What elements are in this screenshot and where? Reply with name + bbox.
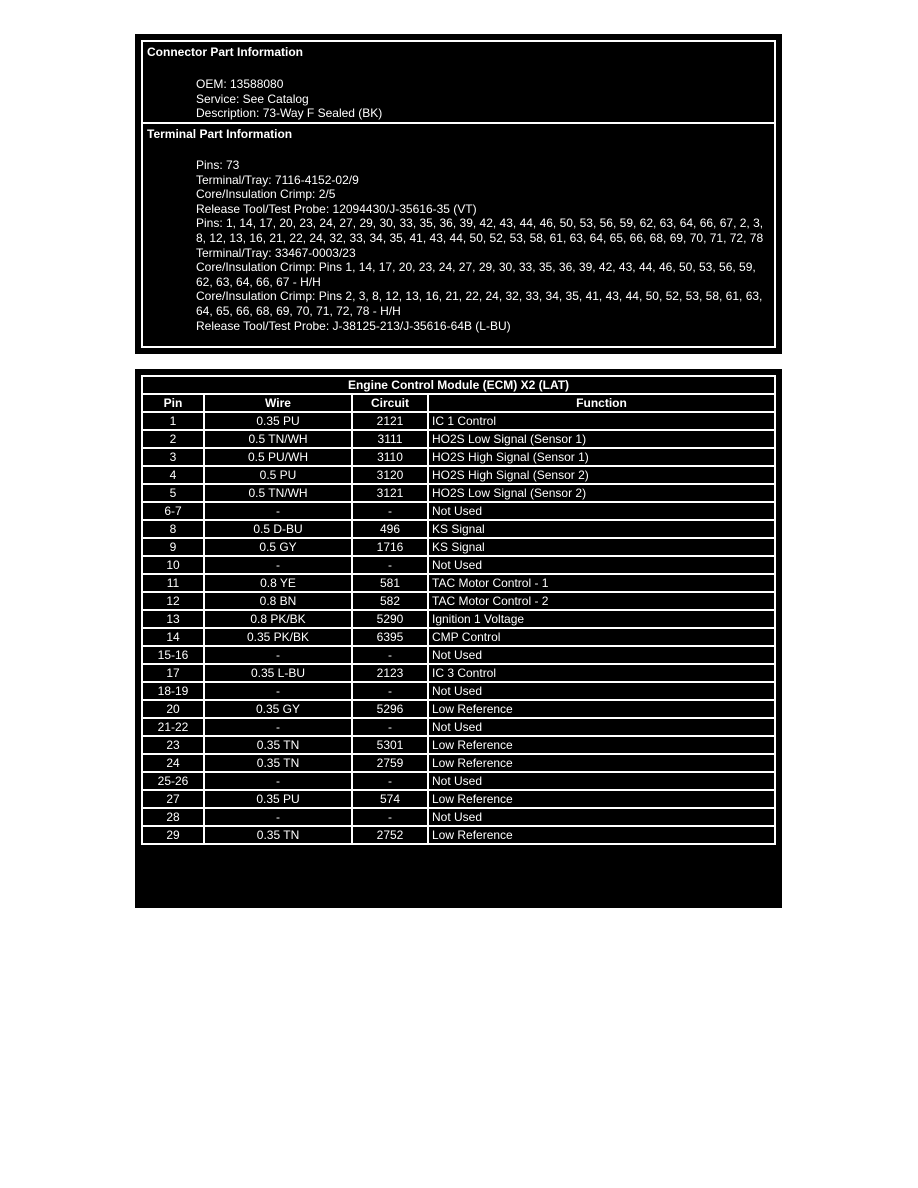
wire-cell: - (204, 502, 352, 520)
function-cell: KS Signal (428, 520, 775, 538)
circuit-cell: 581 (352, 574, 428, 592)
wire-cell: 0.5 PU/WH (204, 448, 352, 466)
table-row (142, 538, 775, 556)
circuit-cell: 5296 (352, 700, 428, 718)
pin-cell: 21-22 (142, 718, 204, 736)
function-cell: Ignition 1 Voltage (428, 610, 775, 628)
pin-cell: 29 (142, 826, 204, 844)
circuit-cell: 496 (352, 520, 428, 538)
circuit-cell: 5301 (352, 736, 428, 754)
connector-part-information (141, 40, 776, 124)
terminal-info-lines (143, 158, 774, 333)
function-cell: Not Used (428, 502, 775, 520)
function-cell: IC 1 Control (428, 412, 775, 430)
table-row (142, 556, 775, 574)
pin-cell: 9 (142, 538, 204, 556)
function-cell: KS Signal (428, 538, 775, 556)
pin-table (141, 375, 776, 845)
circuit-cell: - (352, 718, 428, 736)
pin-cell: 20 (142, 700, 204, 718)
wire-cell: - (204, 682, 352, 700)
pin-cell: 14 (142, 628, 204, 646)
wire-cell: 0.5 PU (204, 466, 352, 484)
table-body (142, 412, 775, 844)
function-cell: Not Used (428, 772, 775, 790)
circuit-cell: - (352, 556, 428, 574)
pin-table-panel (135, 369, 782, 908)
function-cell: CMP Control (428, 628, 775, 646)
circuit-cell: 2759 (352, 754, 428, 772)
wire-cell: 0.5 TN/WH (204, 484, 352, 502)
wire-cell: 0.8 PK/BK (204, 610, 352, 628)
terminal-info-line: Pins: 73 (196, 158, 240, 172)
circuit-cell: 3110 (352, 448, 428, 466)
column-header-wire: Wire (204, 394, 352, 412)
table-row (142, 484, 775, 502)
wire-cell: 0.35 TN (204, 736, 352, 754)
table-row (142, 682, 775, 700)
circuit-cell: 2121 (352, 412, 428, 430)
terminal-info-line: Release Tool/Test Probe: 12094430/J-35616-35 (VT) (196, 201, 477, 216)
wire-cell: 0.5 TN/WH (204, 430, 352, 448)
table-row (142, 754, 775, 772)
table-row (142, 826, 775, 844)
pin-cell: 4 (142, 466, 204, 484)
terminal-info-line: Terminal/Tray: 33467-0003/23 (196, 245, 356, 260)
wire-cell: 0.35 PK/BK (204, 628, 352, 646)
function-cell: TAC Motor Control - 1 (428, 574, 775, 592)
circuit-cell: 3120 (352, 466, 428, 484)
wire-cell: - (204, 808, 352, 826)
table-row (142, 520, 775, 538)
function-cell: Low Reference (428, 700, 775, 718)
pin-cell: 10 (142, 556, 204, 574)
terminal-info-line: Core/Insulation Crimp: Pins 1, 14, 17, 20, 23, 24, 27, 29, 30, 33, 35, 36, 39, 42, 43, 44, 46, 50, 53, 56, 59, 62, 63, 64, 66, 67 - H/H (196, 260, 756, 289)
table-row (142, 574, 775, 592)
terminal-info-line: Core/Insulation Crimp: 2/5 (196, 187, 336, 202)
table-title-row (142, 376, 775, 394)
part-information-panel (135, 34, 782, 354)
terminal-info-line: Pins: 1, 14, 17, 20, 23, 24, 27, 29, 30, 33, 35, 36, 39, 42, 43, 44, 46, 50, 53, 56, 59, 62, 63, 64, 66, 67, 2, 3, 8, 12, 13, 16, 21, 22, 24, 32, 33, 34, 35, 41, 43, 44, 50, 52, 53, 58, 61, 63, 64, 65, 66, 68, 69, 70, 71, 72, 78 (196, 216, 764, 245)
wire-cell: 0.35 GY (204, 700, 352, 718)
table-header-row (142, 394, 775, 412)
wire-cell: - (204, 772, 352, 790)
wire-cell: - (204, 556, 352, 574)
pin-cell: 28 (142, 808, 204, 826)
terminal-part-information (141, 124, 776, 348)
function-cell: IC 3 Control (428, 664, 775, 682)
column-header-function: Function (428, 394, 775, 412)
wire-cell: - (204, 718, 352, 736)
table-row (142, 592, 775, 610)
function-cell: Low Reference (428, 790, 775, 808)
circuit-cell: 3111 (352, 430, 428, 448)
terminal-info-line: Release Tool/Test Probe: J-38125-213/J-35616-64B (L-BU) (196, 318, 511, 333)
table-row (142, 466, 775, 484)
function-cell: HO2S Low Signal (Sensor 1) (428, 430, 775, 448)
function-cell: Low Reference (428, 826, 775, 844)
connector-info-line: OEM: 13588080 (196, 77, 284, 91)
function-cell: Not Used (428, 556, 775, 574)
function-cell: Not Used (428, 718, 775, 736)
wire-cell: 0.35 TN (204, 754, 352, 772)
circuit-cell: 5290 (352, 610, 428, 628)
function-cell: Not Used (428, 646, 775, 664)
function-cell: HO2S Low Signal (Sensor 2) (428, 484, 775, 502)
circuit-cell: 2752 (352, 826, 428, 844)
pin-cell: 24 (142, 754, 204, 772)
pin-cell: 12 (142, 592, 204, 610)
circuit-cell: - (352, 772, 428, 790)
wire-cell: 0.35 PU (204, 412, 352, 430)
circuit-cell: 3121 (352, 484, 428, 502)
pin-cell: 25-26 (142, 772, 204, 790)
circuit-cell: - (352, 682, 428, 700)
pin-cell: 23 (142, 736, 204, 754)
function-cell: HO2S High Signal (Sensor 1) (428, 448, 775, 466)
wire-cell: 0.35 TN (204, 826, 352, 844)
table-row (142, 664, 775, 682)
pin-cell: 6-7 (142, 502, 204, 520)
wire-cell: 0.8 YE (204, 574, 352, 592)
table-row (142, 412, 775, 430)
circuit-cell: - (352, 808, 428, 826)
column-header-circuit: Circuit (352, 394, 428, 412)
pin-cell: 1 (142, 412, 204, 430)
table-row (142, 700, 775, 718)
table-row (142, 610, 775, 628)
circuit-cell: - (352, 502, 428, 520)
table-row (142, 646, 775, 664)
table-row (142, 628, 775, 646)
pin-cell: 8 (142, 520, 204, 538)
column-header-pin: Pin (142, 394, 204, 412)
pin-cell: 3 (142, 448, 204, 466)
pin-cell: 27 (142, 790, 204, 808)
circuit-cell: 574 (352, 790, 428, 808)
table-row (142, 808, 775, 826)
circuit-cell: 582 (352, 592, 428, 610)
function-cell: Low Reference (428, 736, 775, 754)
connector-info-line: Description: 73-Way F Sealed (BK) (196, 106, 383, 121)
function-cell: Low Reference (428, 754, 775, 772)
wire-cell: 0.5 D-BU (204, 520, 352, 538)
circuit-cell: 1716 (352, 538, 428, 556)
wire-cell: 0.5 GY (204, 538, 352, 556)
terminal-info-header: Terminal Part Information (147, 127, 293, 141)
table-row (142, 772, 775, 790)
circuit-cell: 2123 (352, 664, 428, 682)
connector-info-header: Connector Part Information (147, 45, 304, 59)
function-cell: TAC Motor Control - 2 (428, 592, 775, 610)
table-row (142, 790, 775, 808)
circuit-cell: - (352, 646, 428, 664)
function-cell: Not Used (428, 682, 775, 700)
wire-cell: - (204, 646, 352, 664)
pin-cell: 13 (142, 610, 204, 628)
function-cell: Not Used (428, 808, 775, 826)
connector-info-lines (143, 77, 774, 121)
table-row (142, 448, 775, 466)
connector-info-line: Service: See Catalog (196, 91, 309, 106)
pin-cell: 17 (142, 664, 204, 682)
table-row (142, 736, 775, 754)
wire-cell: 0.35 L-BU (204, 664, 352, 682)
pin-cell: 15-16 (142, 646, 204, 664)
pin-cell: 2 (142, 430, 204, 448)
terminal-info-line: Terminal/Tray: 7116-4152-02/9 (196, 172, 359, 187)
pin-cell: 11 (142, 574, 204, 592)
wire-cell: 0.35 PU (204, 790, 352, 808)
pin-cell: 5 (142, 484, 204, 502)
table-row (142, 502, 775, 520)
wire-cell: 0.8 BN (204, 592, 352, 610)
table-row (142, 718, 775, 736)
circuit-cell: 6395 (352, 628, 428, 646)
function-cell: HO2S High Signal (Sensor 2) (428, 466, 775, 484)
pin-cell: 18-19 (142, 682, 204, 700)
terminal-info-line: Core/Insulation Crimp: Pins 2, 3, 8, 12, 13, 16, 21, 22, 24, 32, 33, 34, 35, 41, 43, 44, 50, 52, 53, 58, 61, 63, 64, 65, 66, 68, 69, 70, 71, 72, 78 - H/H (196, 289, 763, 318)
table-row (142, 430, 775, 448)
table-title: Engine Control Module (ECM) X2 (LAT) (142, 376, 775, 394)
